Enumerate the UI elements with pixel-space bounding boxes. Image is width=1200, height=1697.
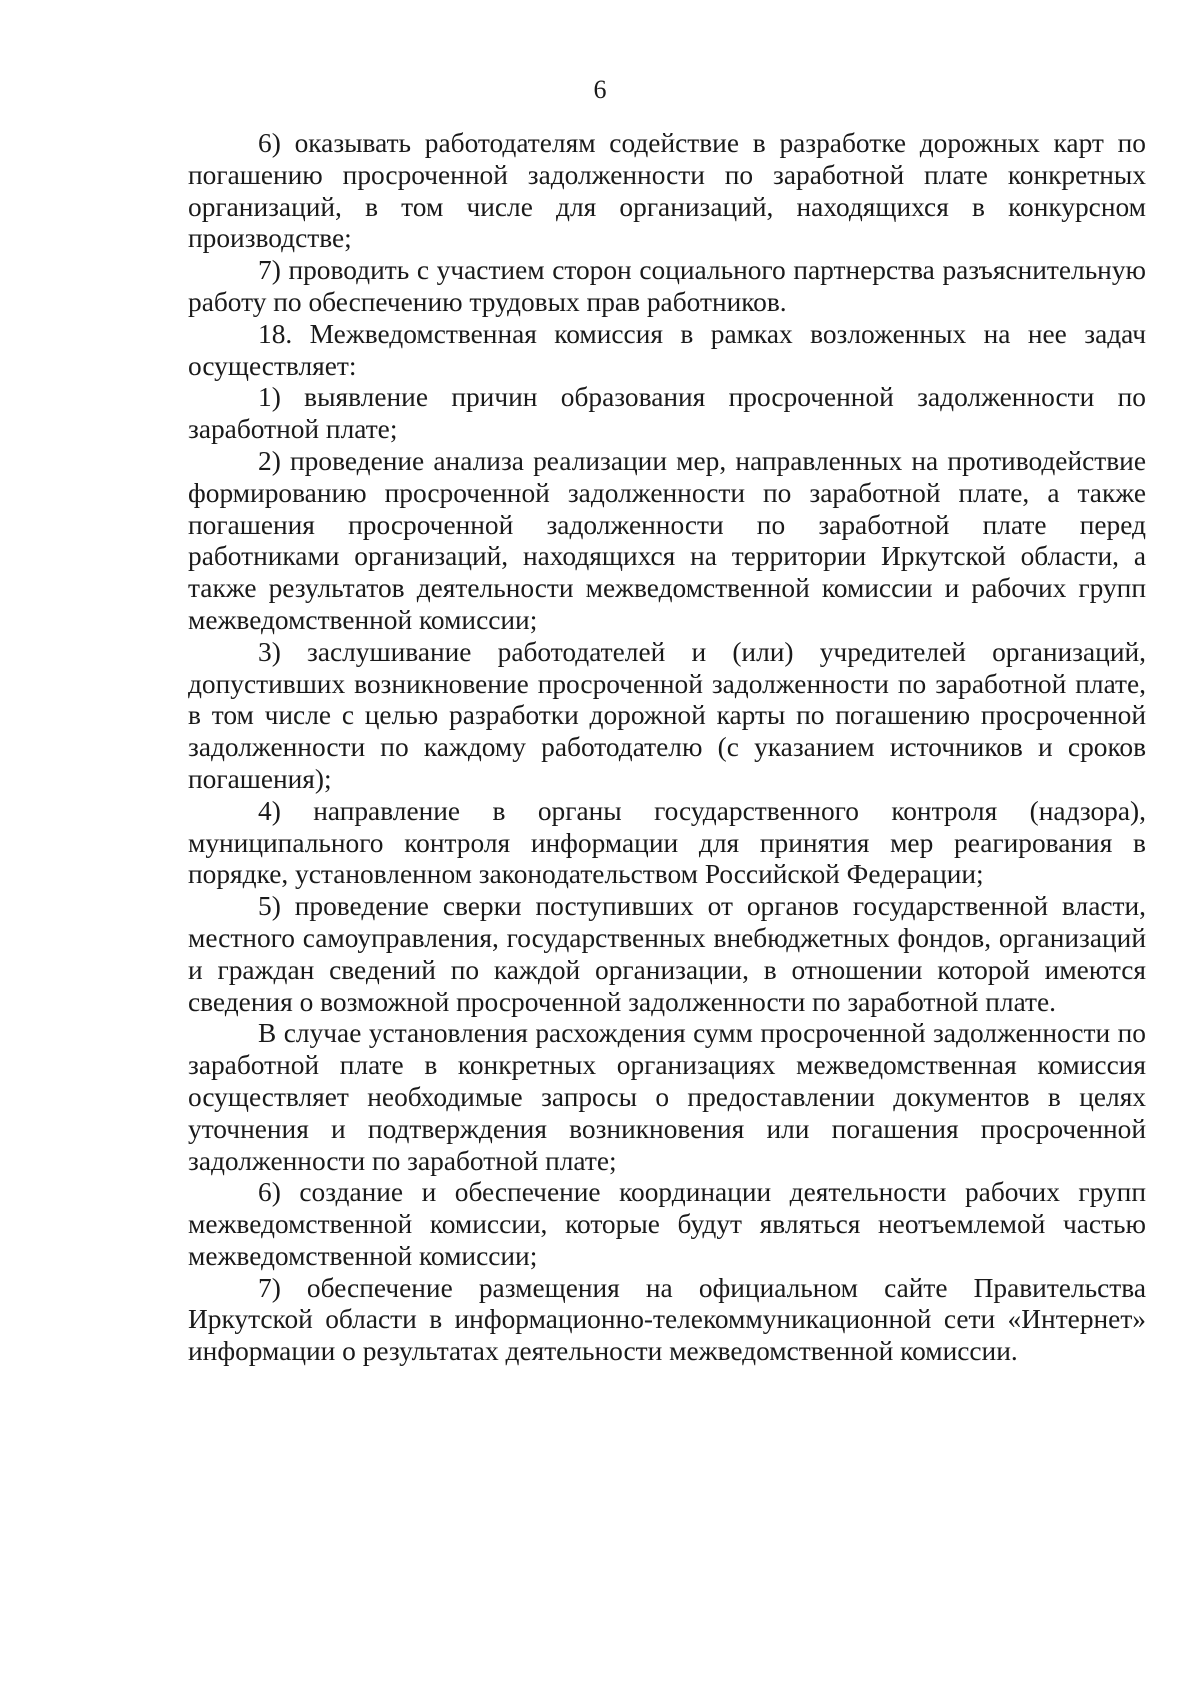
document-body bbox=[188, 128, 1146, 1368]
paragraph-item-7-publication: 7) обеспечение размещения на официальном сайте Правительства Иркутской области в информационно-телекоммуникационной сети «Интернет» информации о результатах деятельности межведомственной комиссии. bbox=[188, 1272, 1146, 1367]
paragraph-section-18-intro: 18. Межведомственная комиссия в рамках возложенных на нее задач осуществляет: bbox=[188, 318, 1146, 381]
paragraph-discrepancy-case: В случае установления расхождения сумм просроченной задолженности по заработной плате в конкретных организациях межведомственная комиссия осуществляет необходимые запросы о предоставлении документов в целях уточнения и подтверждения возникновения или погашения просроченной задолженности по заработной плате; bbox=[188, 1018, 1146, 1176]
paragraph-item-6-working-groups: 6) создание и обеспечение координации деятельности рабочих групп межведомственной комиссии, которые будут являться неотъемлемой частью межведомственной комиссии; bbox=[188, 1177, 1146, 1271]
paragraph-item-3-hearing-employers: 3) заслушивание работодателей и (или) учредителей организаций, допустивших возникновение просроченной задолженности по заработной плате, в том числе с целью разработки дорожной карты по погашению просроченной задолженности по каждому работодателю (с указанием источников и сроков погашения); bbox=[188, 636, 1146, 794]
paragraph-item-2-analysis: 2) проведение анализа реализации мер, направленных на противодействие формированию просроченной задолженности по заработной плате, а также погашения просроченной задолженности по заработной плате перед работниками организаций, находящихся на территории Иркутской области, а также результатов деятельности межведомственной комиссии и рабочих групп межведомственной комиссии; bbox=[188, 445, 1146, 635]
paragraph-item-6-roadmaps: 6) оказывать работодателям содействие в разработке дорожных карт по погашению просроченной задолженности по заработной плате конкретных организаций, в том числе для организаций, находящихся в конкурсном производстве; bbox=[188, 128, 1146, 254]
paragraph-item-1-causes: 1) выявление причин образования просроченной задолженности по заработной плате; bbox=[188, 382, 1146, 445]
page-number: 6 bbox=[593, 75, 607, 104]
paragraph-item-5-reconciliation: 5) проведение сверки поступивших от органов государственной власти, местного самоуправления, государственных внебюджетных фондов, организаций и граждан сведений по каждой организации, в отношении которой имеются сведения о возможной просроченной задолженности по заработной плате. bbox=[188, 891, 1146, 1017]
paragraph-item-7-explanatory-work: 7) проводить с участием сторон социального партнерства разъяснительную работу по обеспечению трудовых прав работников. bbox=[188, 255, 1146, 317]
paragraph-item-4-control-bodies: 4) направление в органы государственного контроля (надзора), муниципального контроля информации для принятия мер реагирования в порядке, установленном законодательством Российской Федерации; bbox=[188, 795, 1146, 890]
